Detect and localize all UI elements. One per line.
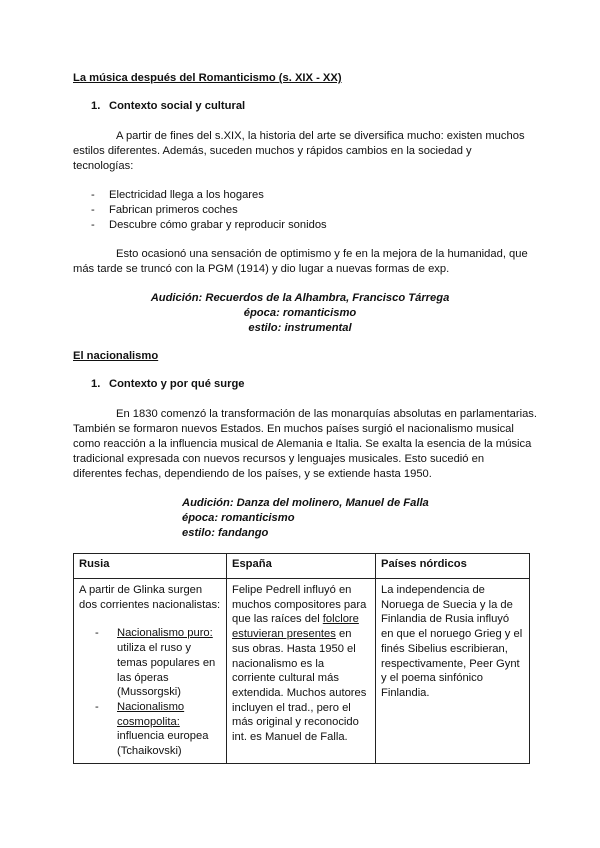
bullet-list	[91, 188, 327, 233]
paragraph-nacionalismo	[73, 407, 538, 482]
paragraph-line: tradicional expresada con nuevos recursos y lenguajes musicales. Esto sucedió en	[73, 453, 485, 465]
list-item-text: Electricidad llega a los hogares	[109, 189, 264, 201]
list-item: - Descubre cómo grabar y reproducir sonidos	[91, 219, 327, 231]
espana-text: Felipe Pedrell influyó en muchos compositores para que las raíces del	[232, 584, 367, 626]
audicion-epoca: época: romanticismo	[243, 307, 357, 319]
list-item: - Electricidad llega a los hogares	[91, 189, 264, 201]
heading-number: 1.	[91, 378, 101, 390]
paragraph-optimismo	[73, 247, 533, 277]
column-header-espana: España	[227, 554, 376, 579]
paragraph-line: más tarde se truncó con la PGM (1914) y dio lugar a nuevas formas de exp.	[73, 263, 450, 275]
audicion-title: Audición: Danza del molinero, Manuel de Falla	[182, 497, 429, 509]
cell-espana	[227, 579, 376, 764]
list-item	[79, 700, 221, 759]
nacionalismo-table	[73, 553, 530, 764]
item-label: Nacionalismo puro:	[117, 627, 213, 640]
document-title: La música después del Romanticismo (s. XIX - XX)	[73, 72, 342, 84]
list-item-text: Descubre cómo grabar y reproducir sonidos	[109, 219, 327, 231]
list-item: - Fabrican primeros coches	[91, 204, 238, 216]
section-title-nacionalismo: El nacionalismo	[73, 350, 159, 362]
column-header-nordicos: Países nórdicos	[376, 554, 530, 579]
section-heading-contexto-social	[0, 99, 600, 114]
heading-text: Contexto social y cultural	[109, 100, 246, 112]
heading-text: Contexto y por qué surge	[109, 378, 245, 390]
audicion-title: Audición: Recuerdos de la Alhambra, Francisco Tárrega	[150, 292, 450, 304]
audicion-estilo: estilo: instrumental	[248, 322, 352, 334]
paragraph-line: diferentes fechas, dependiendo de los países, y se extiende hasta 1950.	[73, 468, 432, 480]
paragraph-line: como reacción a la influencia musical de Alemania e Italia. Se exalta la esencia de la música	[73, 438, 532, 450]
audicion-epoca: época: romanticismo	[182, 512, 295, 524]
dash: -	[95, 627, 99, 640]
list-item-text: Fabrican primeros coches	[109, 204, 238, 216]
item-text: influencia europea (Tchaikovski)	[117, 730, 209, 758]
espana-underlined: folclore estuvieran presentes	[232, 613, 359, 641]
paragraph-line: A partir de fines del s.XIX, la historia del arte se diversifica mucho: existen muchos	[116, 130, 525, 142]
heading-number: 1.	[91, 100, 101, 112]
cell-nordicos: La independencia de Noruega de Suecia y la de Finlandia de Rusia influyó en que el noruego Grieg y el finés Sibelius escribieran, respectivamente, Peer Gynt y el poema sinfónico Finlandia.	[376, 579, 530, 764]
rusia-intro: A partir de Glinka surgen dos corrientes nacionalistas:	[79, 584, 221, 611]
item-text: utiliza el ruso y temas populares en las óperas (Mussorgski)	[117, 642, 216, 699]
paragraph-line: estilos diferentes. Además, suceden muchos y rápidos cambios en la sociedad y	[73, 145, 472, 157]
dash: -	[95, 700, 99, 713]
audicion-block-2	[182, 496, 429, 541]
espana-text-after: en sus obras. Hasta 1950 el nacionalismo es la corriente cultural más extendida. Muchos autores incluyen el trad., pero el más original y reconocido int. es Manuel de Falla.	[232, 628, 367, 744]
item-label: Nacionalismo cosmopolita:	[117, 700, 185, 728]
section-heading-contexto-surge	[0, 377, 600, 392]
paragraph-line: tecnologías:	[73, 160, 134, 172]
column-header-rusia: Rusia	[74, 554, 227, 579]
list-item	[79, 626, 221, 700]
audicion-estilo: estilo: fandango	[182, 527, 269, 539]
audicion-block-1	[73, 291, 527, 336]
cell-rusia	[74, 579, 227, 764]
paragraph-line: También se formaron nuevos Estados. En muchos países surgió el nacionalismo musical	[73, 423, 514, 435]
table-header-row	[74, 554, 530, 579]
paragraph-line: Esto ocasionó una sensación de optimismo y fe en la mejora de la humanidad, que	[116, 248, 528, 260]
table-row	[74, 579, 530, 764]
paragraph-line: En 1830 comenzó la transformación de las monarquías absolutas en parlamentarias.	[116, 408, 538, 420]
paragraph-intro	[73, 129, 533, 174]
